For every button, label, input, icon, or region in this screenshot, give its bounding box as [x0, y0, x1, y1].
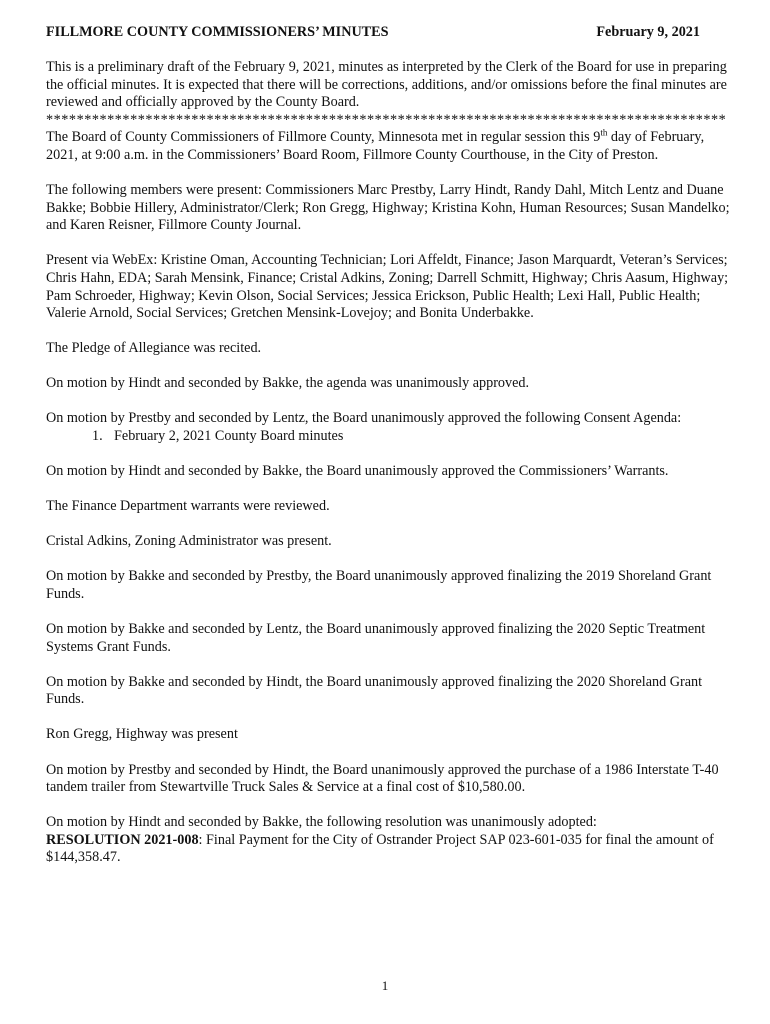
session-paragraph [46, 129, 736, 164]
septic-2020-motion: On motion by Bakke and seconded by Lentz, the Board unanimously approved finalizing the 2020 Septic Treatment Systems Grant Funds. [46, 621, 706, 655]
resolution-motion: On motion by Hindt and seconded by Bakke, the following resolution was unanimously adopted: [46, 814, 597, 831]
consent-agenda-motion: On motion by Prestby and seconded by Lentz, the Board unanimously approved the following Consent Agenda: [46, 410, 682, 427]
shoreland-2019-motion: On motion by Bakke and seconded by Prestby, the Board unanimously approved finalizing the 2019 Shoreland Grant Funds. [46, 568, 712, 602]
separator-line: ***************************************************************************************** [46, 111, 727, 128]
document-title: FILLMORE COUNTY COMMISSIONERS’ MINUTES [46, 24, 389, 40]
list-item [92, 428, 736, 446]
resolution-label: RESOLUTION 2021-008 [46, 831, 199, 848]
shoreland-2020-motion: On motion by Bakke and seconded by Hindt, the Board unanimously approved finalizing the 2020 Shoreland Grant Funds. [46, 673, 703, 708]
consent-agenda-list [92, 428, 736, 446]
session-text-end: day of February, 2021, at 9:00 a.m. in the Commissioners’ Board Room, Fillmore County Courthouse, in the City of Preston. [46, 129, 705, 163]
document-header [46, 24, 700, 44]
agenda-motion: On motion by Hindt and seconded by Bakke, the agenda was unanimously approved. [46, 375, 530, 392]
preliminary-notice: This is a preliminary draft of the February 9, 2021, minutes as interpreted by the Clerk of the Board for use in preparing the official minutes. It is expected that there will be corrections, additions, and/or omissions before the final minutes are reviewed and officially approved by the County Board. [46, 59, 727, 111]
page-number: 1 [381, 978, 389, 993]
list-item-number: 1. [92, 428, 103, 444]
session-text-start: The Board of County Commissioners of Fillmore County, Minnesota met in regular session this 9 [46, 129, 601, 146]
highway-present-paragraph: Ron Gregg, Highway was present [46, 726, 238, 743]
resolution-text: : Final Payment for the City of Ostrander Project SAP 023-601-035 for final the amount of $144,358.47. [46, 831, 714, 866]
pledge-paragraph: The Pledge of Allegiance was recited. [46, 340, 262, 357]
ordinal-suffix: th [600, 127, 608, 138]
zoning-present-paragraph: Cristal Adkins, Zoning Administrator was present. [46, 533, 332, 550]
finance-paragraph: The Finance Department warrants were reviewed. [46, 498, 330, 515]
members-present-paragraph: The following members were present: Commissioners Marc Prestby, Larry Hindt, Randy Dahl, Mitch Lentz and Duane Bakke; Bobbie Hillery, Administrator/Clerk; Ron Gregg, Highway; Kristina Kohn, Human Resources; Susan Mandelko; and Karen Reisner, Fillmore County Journal. [46, 182, 730, 234]
list-item-text: February 2, 2021 County Board minutes [114, 428, 344, 444]
document-date: February 9, 2021 [596, 24, 700, 40]
warrants-motion: On motion by Hindt and seconded by Bakke, the Board unanimously approved the Commissioners’ Warrants. [46, 463, 669, 480]
resolution-paragraph [46, 832, 736, 867]
trailer-purchase-motion: On motion by Prestby and seconded by Hindt, the Board unanimously approved the purchase of a 1986 Interstate T-40 tandem trailer from Stewartville Truck Sales & Service at a final cost of $10,580.00. [46, 761, 719, 796]
webex-present-paragraph: Present via WebEx: Kristine Oman, Accounting Technician; Lori Affeldt, Finance; Jason Marquardt, Veteran’s Services; Chris Hahn, EDA; Sarah Mensink, Finance; Cristal Adkins, Zoning; Darrell Schmitt, Highway; Chris Aasum, Highway; Pam Schroeder, Highway; Kevin Olson, Social Services; Jessica Erickson, Public Health; Lexi Hall, Public Health; Valerie Arnold, Social Services; Gretchen Mensink-Lovejoy; and Bonita Underbakke. [46, 252, 729, 322]
document-body [46, 59, 736, 867]
